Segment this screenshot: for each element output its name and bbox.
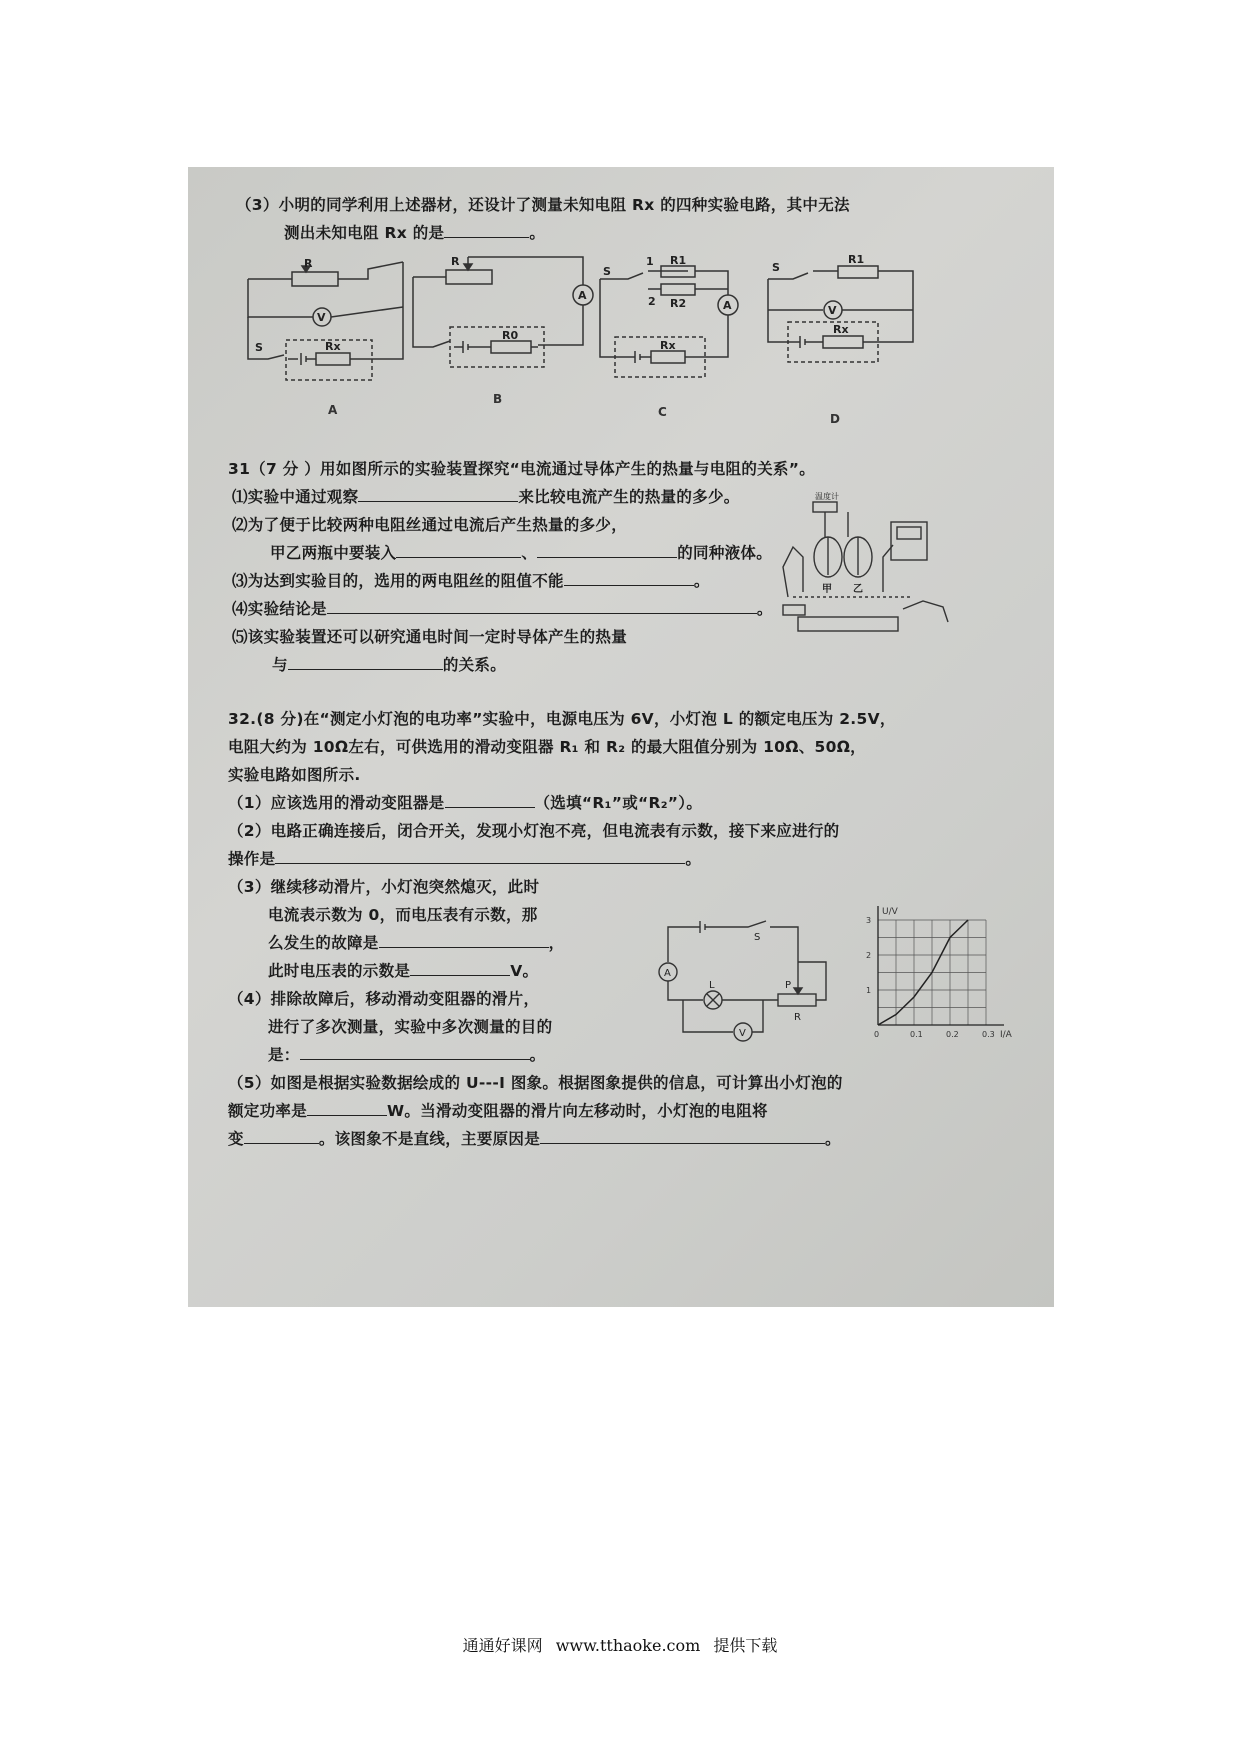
- answer-blank[interactable]: [540, 1129, 825, 1144]
- answer-blank[interactable]: [327, 599, 757, 614]
- fig-thermometer-label: 温度计: [815, 492, 839, 501]
- fig-yi-label: 乙: [853, 584, 863, 595]
- q32-p3d: 此时电压表的示数是 V。: [268, 962, 539, 980]
- answer-blank[interactable]: [307, 1101, 387, 1116]
- answer-blank[interactable]: [288, 655, 443, 670]
- label-a-v: V: [317, 311, 326, 324]
- fig-jia-label: 甲: [822, 584, 832, 595]
- label-c-1: 1: [646, 255, 654, 268]
- label-voltmeter-v: V: [739, 1028, 746, 1039]
- label-b-a: A: [578, 289, 587, 302]
- lamp-circuit-figure: [648, 912, 848, 1042]
- q32-p3a: （3）继续移动滑片，小灯泡突然熄灭，此时: [228, 878, 540, 896]
- label-a-r: R: [304, 257, 313, 270]
- label-switch-s: S: [754, 932, 761, 943]
- answer-blank[interactable]: [379, 933, 549, 948]
- label-d-r1: R1: [848, 253, 865, 266]
- y-tick-label: 3: [866, 916, 872, 925]
- answer-blank[interactable]: [410, 961, 510, 976]
- q31-s4: ⑷实验结论是 。: [232, 600, 773, 618]
- q30-3-line2: 测出未知电阻 Rx 的是 。: [284, 224, 546, 242]
- answer-blank[interactable]: [358, 487, 518, 502]
- caption-c: C: [658, 405, 667, 419]
- q31-s1: ⑴实验中通过观察 来比较电流产生的热量的多少。: [232, 488, 740, 506]
- label-b-r0: R0: [502, 329, 519, 342]
- answer-blank[interactable]: [564, 571, 694, 586]
- q32-p3c: 么发生的故障是 ，: [268, 934, 565, 952]
- label-a-rx: Rx: [325, 340, 341, 353]
- label-b-r: R: [451, 255, 460, 268]
- y-tick-label: 1: [866, 986, 872, 995]
- q32-p1: （1）应该选用的滑动变阻器是 （选填“R₁”或“R₂”）。: [228, 794, 703, 812]
- label-lamp-l: L: [709, 980, 715, 991]
- x-tick-label: 0.2: [946, 1030, 959, 1039]
- label-c-s: S: [603, 265, 611, 278]
- caption-a: A: [328, 403, 338, 417]
- q31-s2b: 甲乙两瓶中要装入 、 的同种液体。: [270, 544, 773, 562]
- footer-url[interactable]: www.tthaoke.com: [555, 1636, 701, 1655]
- q32-p5b: 额定功率是 W。当滑动变阻器的滑片向左移动时，小灯泡的电阻将: [228, 1102, 768, 1120]
- x-tick-label: 0.3: [982, 1030, 995, 1039]
- label-d-v: V: [828, 304, 837, 317]
- label-d-rx: Rx: [833, 323, 849, 336]
- label-c-a: A: [723, 299, 732, 312]
- circuit-c: [600, 266, 738, 377]
- q31-head: 31（7 分 ）用如图所示的实验装置探究“电流通过导体产生的热量与电阻的关系”。: [228, 460, 816, 478]
- q32-head1: 32.(8 分)在“测定小灯泡的电功率”实验中，电源电压为 6V，小灯泡 L 的额定电压为 2.5V，: [228, 710, 896, 728]
- q31-s5a: ⑸该实验装置还可以研究通电时间一定时导体产生的热量: [232, 628, 628, 646]
- answer-blank[interactable]: [396, 543, 521, 558]
- label-d-s: S: [772, 261, 780, 274]
- q32-p4b: 进行了多次测量，实验中多次测量的目的: [268, 1018, 553, 1036]
- q32-p2b: 操作是 。: [228, 850, 702, 868]
- circuit-d: [768, 266, 913, 362]
- q32-p4a: （4）排除故障后，移动滑动变阻器的滑片，: [228, 990, 540, 1008]
- label-c-rx: Rx: [660, 339, 676, 352]
- q31-s2a: ⑵为了便于比较两种电阻丝通过电流后产生热量的多少，: [232, 516, 628, 534]
- caption-b: B: [493, 392, 503, 406]
- label-c-r2: R2: [670, 297, 687, 310]
- y-tick-label: 2: [866, 951, 872, 960]
- caption-d: D: [830, 412, 840, 426]
- answer-blank[interactable]: [244, 1129, 319, 1144]
- q32-p5c: 变 。该图象不是直线，主要原因是 。: [228, 1130, 841, 1148]
- q31-s5b: 与 的关系。: [272, 656, 507, 674]
- q32-p5a: （5）如图是根据实验数据绘成的 U---I 图象。根据图象提供的信息，可计算出小灯泡的: [228, 1074, 843, 1092]
- answer-blank[interactable]: [537, 543, 677, 558]
- label-c-2: 2: [648, 295, 656, 308]
- q32-p2a: （2）电路正确连接后，闭合开关，发现小灯泡不亮，但电流表有示数，接下来应进行的: [228, 822, 840, 840]
- label-slider-p: P: [785, 980, 792, 991]
- four-circuits: [188, 167, 1054, 427]
- q32-head3: 实验电路如图所示.: [228, 766, 361, 784]
- answer-blank[interactable]: [275, 849, 685, 864]
- u-i-graph: [848, 897, 1023, 1047]
- q32-p3b: 电流表示数为 0，而电压表有示数，那: [268, 906, 538, 924]
- q31-s3: ⑶为达到实验目的，选用的两电阻丝的阻值不能 。: [232, 572, 710, 590]
- label-ammeter-a: A: [664, 968, 671, 979]
- y-axis-label: U/V: [882, 907, 898, 917]
- q32-p4c: 是： 。: [268, 1046, 546, 1064]
- q30-3-line1: （3）小明的同学利用上述器材，还设计了测量未知电阻 Rx 的四种实验电路，其中无法: [236, 196, 850, 214]
- scanned-exam-photo: [188, 167, 1054, 1307]
- footer-note: 提供下载: [713, 1636, 778, 1655]
- answer-blank[interactable]: [445, 793, 535, 808]
- label-rheostat-r: R: [794, 1012, 801, 1023]
- page-footer: [0, 1633, 1240, 1656]
- x-tick-label: 0: [874, 1030, 880, 1039]
- x-tick-label: 0.1: [910, 1030, 923, 1039]
- heating-apparatus-figure: [773, 492, 973, 652]
- label-a-s: S: [255, 341, 263, 354]
- x-axis-label: I/A: [1000, 1030, 1012, 1040]
- circuit-b: [413, 257, 593, 367]
- label-c-r1: R1: [670, 254, 687, 267]
- footer-site: 通通好课网: [462, 1636, 543, 1655]
- answer-blank[interactable]: [300, 1045, 530, 1060]
- q32-head2: 电阻大约为 10Ω左右，可供选用的滑动变阻器 R₁ 和 R₂ 的最大阻值分别为 10Ω、50Ω，: [228, 738, 866, 756]
